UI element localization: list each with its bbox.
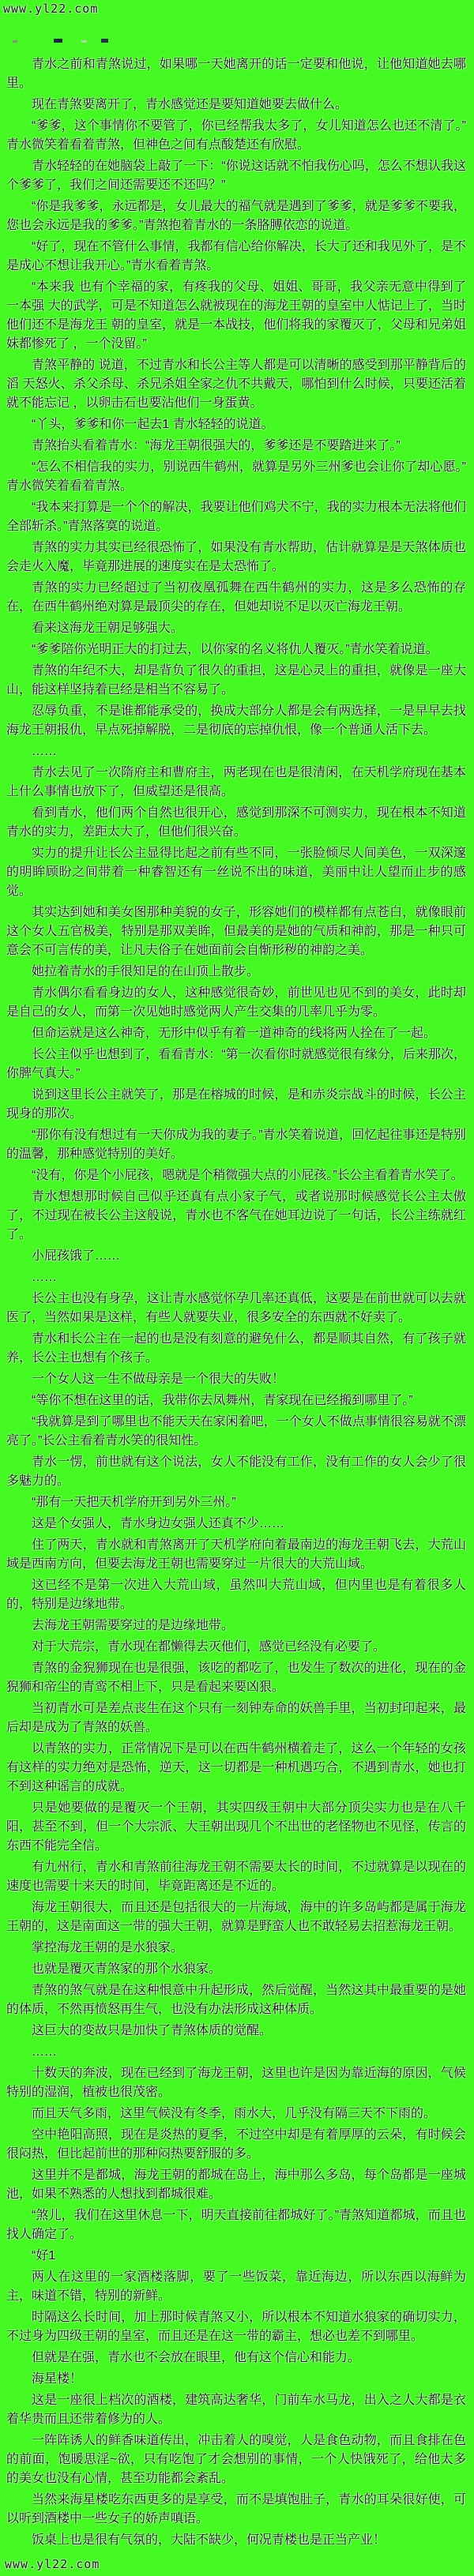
novel-paragraph: 青水之前和青煞说过，如果哪一天她离开的话一定要和他说，让他知道她去哪里。 — [6, 58, 466, 90]
pixel-artifact — [13, 40, 17, 43]
novel-paragraph: 看来这海龙王朝足够强大。 — [32, 621, 184, 635]
novel-paragraph: 住了两天，青水就和青煞离开了天机学府向着最南边的海龙王朝飞去，大荒山域是西南方向，但要去海龙王朝也需要穿过一片很大的大荒山域。 — [6, 1538, 466, 1571]
novel-paragraph: 海龙王朝很大，而且还是包括很大的一片海域，海中的许多岛屿都是属于海龙王朝的，这是南面这一带的强大王朝，就算是野蛮人也不敢轻易去招惹海龙王朝。 — [6, 1901, 466, 1933]
novel-paragraph: 以青煞的实力，正常情况下是可以在西牛鹤州横着走了，这么一个年轻的女孩有这样的实力绝对是恐怖，逆天，这一切都是一种机遇巧合，不遇到青水，她也打不到这种谣言的成就。 — [6, 1742, 466, 1793]
novel-paragraph: 实力的提升让长公主显得比起之前有些不同，一张脸倾尽人间美色，一双深邃的明眸顾盼之间带着一种睿智还有一丝说不出的味道，美丽中让人望而止步的感觉。 — [6, 847, 466, 898]
novel-paragraph: “好了，现在不管什么事情，我都有信心给你解决，长大了还和我见外了，是不是成心不想让我开心。”青水看着青煞。 — [6, 240, 466, 272]
novel-paragraph: 一个女人这一生不做母亲是一个很大的失败！ — [32, 1372, 285, 1386]
novel-paragraph: 这里并不是都城，海龙王朝的都城在岛上，海中那么多岛，每个岛都是一座城池，如果不熟悉的人想找到都城很难。 — [6, 2169, 466, 2201]
novel-paragraph: 长公主也没有身孕，这让青水感觉怀孕几率还真低，这要是在前世就可以去就医了，当然如果是这样，有些人就要失业，很多安全的东西就不好卖了。 — [6, 1292, 466, 1324]
novel-paragraph: 青煞抬头看着青水：“海龙王朝很强大的，爹爹还是不要踏进来了。” — [32, 439, 401, 452]
novel-paragraph: “爹爹陪你光明正大的打过去，以你家的名义将仇人覆灭。”青水笑着说道。 — [32, 643, 438, 656]
novel-paragraph: 但命运就是这么神奇，无形中似乎有着一道神奇的线将两人拴在了一起。 — [32, 1027, 437, 1040]
novel-paragraph: 两人在这里的一家酒楼落脚，要了一些饭菜，靠近海边，所以东西以海鲜为主，味道不错，特别的新鲜。 — [6, 2270, 466, 2303]
novel-paragraph: …… — [32, 745, 57, 758]
novel-paragraph: …… — [32, 1271, 57, 1284]
novel-paragraph: “丫头，爹爹和你一起去1 青水轻轻的说道。 — [32, 418, 274, 431]
novel-paragraph: 现在青煞要离开了，青水感觉还是要知道她要去做什么。 — [32, 98, 348, 111]
novel-paragraph: “那有一天把天机学府开到另外三州。” — [32, 1496, 236, 1509]
novel-paragraph: “那你有没有想过有一天你成为我的妻子。”青水笑着说道，回忆起往事还是特别的温馨，那种感觉特别的美好。 — [6, 1128, 466, 1161]
novel-paragraph: “好1 — [32, 2249, 56, 2262]
novel-paragraph: 十数天的奔波，现在已经到了海龙王朝，这里也许是因为靠近海的原因，气候特别的湿润，植被也很茂密。 — [6, 2067, 466, 2099]
novel-paragraph: 她拉着青水的手很知足的在山顶上散步。 — [32, 965, 260, 978]
novel-paragraph: 说到这里长公主就笑了，那是在榕城的时候，是和赤炎宗战斗的时候，长公主现身的那次。 — [6, 1088, 466, 1121]
pixel-artifact — [54, 39, 62, 43]
novel-paragraph: 青煞的年纪不大，却是背负了很久的重担，这是心灵上的重担，就像是一座大山，能这样坚持着已经是相当不容易了。 — [6, 664, 466, 697]
novel-paragraph: 去海龙王朝需要穿过的是边缘地带。 — [32, 1619, 235, 1632]
novel-paragraph: 青煞的实力已经超过了当初夜凰孤舞在西牛鹤州的实力，这是多么恐怖的存在，在西牛鹤州绝对算是最顶尖的存在，但她却说不足以灭亡海龙王朝。 — [6, 581, 466, 614]
novel-paragraph: 饭桌上也是很有气氛的，大陆不缺少，何况青楼也是正当产业！ — [32, 2533, 386, 2547]
novel-paragraph: 这是一座很上档次的酒楼，建筑高达奢华，门前车水马龙，出入之人大都是衣着华贵而且还带着修为的人。 — [6, 2394, 466, 2426]
pixel-artifact — [81, 40, 87, 43]
novel-paragraph: 青水偶尔看看身边的女人，这种感觉很奇妙，前世见也见不到的美女，此时却是自己的女人，而第一次见她时感觉两人产生交集的几率几乎为零。 — [6, 986, 466, 1019]
novel-paragraph: “你是我爹爹，永远都是，女儿最大的福气就是遇到了爹爹，就是爹爹不要我，您也会永远是我的爹爹。”青煞抱着青水的一条胳膊依恋的说道。 — [6, 200, 466, 232]
novel-text-body — [0, 55, 474, 2552]
site-watermark-bottom: www.yl22.com — [5, 2557, 100, 2571]
novel-paragraph: 青煞平静的 说道，不过青水和长公主等人都是可以清晰的感受到那平静背后的滔 天怒火、杀父杀母、杀兄杀姐全家之仇不共戴天，哪怕到什么时候，只要还活着就不能忘记 ，以卵击石也要沾他们一身蛋黄。 — [6, 359, 466, 410]
novel-paragraph: 这是个女强人，青水身边女强人还真不少…… — [32, 1517, 285, 1530]
novel-paragraph: “本来我 也有个幸福的家，有疼我的父母、姐姐、哥哥，我父亲无意中得到了一本强 大的武学，可是不知道怎么就被现在的海龙王朝的皇室中人惦记上了，当时他们还不是海龙王 朝的皇室，就是一本战技，他们将我的家覆灭了，父母和兄弟姐妹都惨死了 ，一个没留。” — [6, 280, 466, 351]
novel-paragraph: “等你不想在这里的话，我带你去凤舞州，青家现在已经搬到哪里了。” — [32, 1394, 413, 1407]
novel-paragraph: 有九州行，青水和青煞前往海龙王朝不需要太长的时间，不过就算是以现在的速度也需要十来天的时间，毕竟距离还是不近的。 — [6, 1861, 466, 1893]
novel-paragraph: 看到青水，他们两个自然也很开心，感觉到那深不可测实力，现在根本不知道青水的实力，差距太大了，但他们很兴奋。 — [6, 806, 466, 839]
novel-paragraph: 青水想想那时候自己似乎还真有点小家子气，或者说那时候感觉长公主太傲了，不过现在被长公主这般说，青水也不客气在她耳边说了一句话，长公主练就红了。 — [6, 1190, 466, 1241]
novel-paragraph: 长公主似乎也想到了，看看青水：“第一次看你时就感觉很有缘分，后来那次，你脾气真大。” — [6, 1048, 466, 1080]
novel-paragraph: 青水和长公主在一起的也是没有刻意的避免什么，都是顺其自然，有了孩子就养，长公主也想有个孩子。 — [6, 1332, 466, 1365]
novel-paragraph: “怎么不相信我的实力，别说西牛鹤州，就算是另外三州爹也会让你了却心愿。”青水微笑着看着青煞。 — [6, 460, 466, 493]
novel-paragraph: “没有，你是个小屁孩，嗯就是个稍微强大点的小屁孩。”长公主看着青水笑了。 — [32, 1169, 464, 1182]
novel-paragraph: “我就算是到了哪里也不能天天在家闲着吧，一个女人不做点事情很容易就不漂亮了。”长公主看着青水笑的很知性。 — [6, 1415, 466, 1448]
novel-paragraph: 青水去见了一次隋府主和曹府主，两老现在也是很清闲，在天机学府现在基本上什么事情也放下了，但威望还是很高。 — [6, 766, 466, 798]
pixel-artifact — [101, 39, 108, 43]
novel-paragraph: …… — [32, 2045, 57, 2059]
novel-paragraph: 只是她要做的是覆灭一个王朝，其实四级王朝中大部分顶尖实力也是在八千阳，甚至不到，但一个大宗派、大王朝出现几个不出世的老怪物也不见怪，传言的东西不能完全信。 — [6, 1801, 466, 1853]
site-watermark-top: www.yl22.com — [3, 2, 99, 16]
novel-paragraph: 青煞的煞气就是在这种恨意中升起形成，然后觉醒，当然这其中最重要的是她的体质，不然再愤怒再生气，也没有办法形成这种体质。 — [6, 1984, 466, 2016]
novel-paragraph: 当初青水可是差点丧生在这个只有一刻钟寿命的妖兽手里，当初封印起来，最后却是成为了青煞的妖兽。 — [6, 1702, 466, 1734]
novel-paragraph: 对于大荒宗，青水现在都懒得去灭他们，感觉已经没有必要了。 — [32, 1640, 386, 1654]
novel-paragraph: “我本来打算是一个个的解决，我要让他们鸡犬不宁，我的实力根本无法将他们全部斩杀。”青煞落寞的说道。 — [6, 501, 466, 533]
novel-paragraph: 这已经不是第一次进入大荒山域，虽然叫大荒山域，但内里也是有着很多人的，特别是边缘地带。 — [6, 1579, 466, 1611]
novel-paragraph: 这巨大的变故只是加快了青煞体质的觉醒。 — [32, 2024, 273, 2037]
novel-paragraph: 掌控海龙王朝的是水狼家。 — [32, 1941, 184, 1955]
novel-paragraph: 其实达到她和美女图那种美貌的女子，形容她们的模样都有点苍白，就像眼前这个女人五官极美，特别是那双美眸，但最美的是她的气质和神韵，那是一种只可意会不可言传的美，让凡夫俗子在她面前会自惭形秽的神韵之美。 — [6, 906, 466, 957]
novel-paragraph: 海星楼！ — [32, 2372, 83, 2386]
novel-paragraph: 一阵阵诱人的鲜香味道传出，冲击着人的嗅觉，人是食色动物，而且食排在色的前面，饱暖思淫~欲，只有吃饱了才会想别的事情，一个人快饿死了，给他太多的美女也没有心情，甚至功能都会紊乱。 — [6, 2434, 466, 2485]
novel-paragraph: 也就是覆灭青煞家的那个水狼家。 — [32, 1962, 222, 1976]
novel-paragraph: 青水一愣，前世就有这个说法，女人不能没有工作，没有工作的女人会少了很多魅力的。 — [6, 1455, 466, 1488]
novel-paragraph: 而且天气多雨，这里气候没有冬季，雨水大，几乎没有隔三天不下雨的。 — [32, 2107, 437, 2120]
novel-paragraph: 青煞的实力其实已经很恐怖了，如果没有青水帮助，估计就算是是天煞体质也会走火入魔，毕竟那进展的速度实在是太恐怖了。 — [6, 541, 466, 573]
novel-paragraph: 空中艳阳高照，现在是炎热的夏季，不过空中却是有着厚厚的云朵，有时候会很闷热，但比起前世的那种闷热要舒服的多。 — [6, 2128, 466, 2161]
novel-paragraph: 当然来海星楼吃东西更多的是享受，而不是填饱肚子，青水的耳朵很好使，可以听到酒楼中一些女子的娇声嗔语。 — [6, 2493, 466, 2525]
novel-paragraph: 但就是在强，青水也不会放在眼里，他有这个信心和能力。 — [32, 2351, 361, 2364]
novel-paragraph: 时隔这么长时间，加上那时候青煞又小，所以根本不知道水狼家的确切实力，不过身为四级王朝的皇室，而且还是在这一带的霸主，想必也差不到哪里。 — [6, 2311, 466, 2343]
novel-paragraph: “爹爹，这个事情你不要管了，你已经帮我太多了，女儿知道怎么也还不清了。”青水微笑着看着青煞，但神色之间有点酸楚还有欣慰。 — [6, 119, 466, 152]
novel-paragraph: 青煞的金猊狮现在也是很强，该吃的都吃了，也发生了数次的进化，现在的金猊狮和帝尘的青鸾不相上下，只是看起来要凶狠。 — [6, 1662, 466, 1694]
novel-paragraph: 忍辱负重，不是谁都能承受的，换成大部分人都是会有两选择，一是早早去找海龙王朝报仇，早点死掉解脱，二是彻底的忘掉仇恨，像一个普通人活下去。 — [6, 704, 466, 737]
novel-paragraph: “煞儿，我们在这里休息一下，明天直接前往都城好了。”青煞知道都城，而且也找人确定了。 — [6, 2209, 466, 2241]
novel-paragraph: 小屁孩饿了…… — [32, 1249, 121, 1263]
novel-paragraph: 青水轻轻的在她脑袋上敲了一下：“你说这话就不怕我伤心吗，怎么不想认我这个爹爹了，我们之间还需要还不还吗？” — [6, 160, 466, 192]
